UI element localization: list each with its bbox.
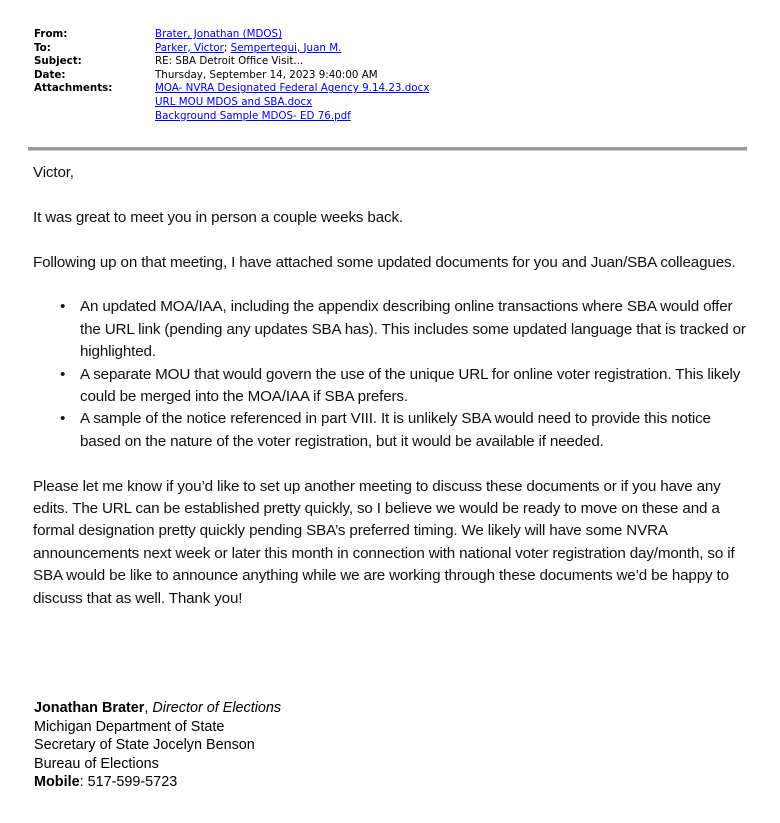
signature-mobile-line (34, 773, 281, 792)
recipient-link-sempertegui[interactable]: Sempertegui, Juan M. (230, 41, 342, 54)
header-divider (28, 147, 747, 151)
from-sender-link[interactable]: Brater, Jonathan (MDOS) (155, 28, 283, 40)
list-item-text: An updated MOA/IAA, including the appendix describing online transactions where SBA would offer the URL link (pending any updates SBA has). This includes some updated language that is tracked or highlighted. (80, 298, 746, 361)
from-row (34, 28, 429, 42)
signature-org: Michigan Department of State (34, 718, 225, 735)
signature-name-separator: , (144, 700, 153, 716)
body-paragraph-2: Following up on that meeting, I have attached some updated documents for you and Juan/SBA colleagues. (33, 253, 736, 271)
list-item (60, 364, 753, 409)
list-item-text: A separate MOU that would govern the use of the unique URL for online voter registration. This likely could be merged into the MOA/IAA if SBA prefers. (80, 365, 741, 406)
recipient-link-parker[interactable]: Parker, Victor (155, 41, 224, 54)
to-label: To: (34, 41, 51, 54)
signature-name: Jonathan Brater (34, 700, 145, 716)
subject-row (34, 55, 429, 69)
recipient-separator: ; (223, 41, 231, 54)
attachment-link-moa[interactable]: MOA- NVRA Designated Federal Agency 9.14.23.docx (155, 82, 430, 95)
list-item (60, 296, 753, 363)
to-row (34, 42, 429, 56)
date-label: Date: (34, 68, 66, 81)
to-recipients (155, 42, 341, 56)
attachments-row (34, 82, 429, 123)
date-row (34, 69, 429, 83)
body-paragraph-3: Please let me know if you’d like to set up another meeting to discuss these documents or if you have any edits. The URL can be established pretty quickly, so I believe we would be ready to move on these and a formal designation pretty quickly pending SBA’s preferred timing. We likely will have some NVRA announcements next week or later this month in connection with national voter registration day/month, so if SBA would be like to announce anything while we are working through these documents we’d be happy to discuss that as well. Thank you! (33, 477, 735, 607)
email-body (33, 162, 753, 632)
attachment-description-list (33, 296, 753, 453)
from-label: From: (34, 28, 68, 40)
bullet-icon: • (60, 365, 66, 383)
email-header (34, 28, 429, 123)
signature-title: Director of Elections (152, 700, 282, 716)
subject-label: Subject: (34, 55, 82, 68)
signature-bureau: Bureau of Elections (34, 755, 159, 772)
attachment-link-background-sample[interactable]: Background Sample MDOS- ED 76.pdf (155, 109, 351, 122)
greeting: Victor, (33, 164, 74, 181)
signature-name-line (34, 699, 281, 718)
attachments-label: Attachments: (34, 82, 113, 95)
body-paragraph-1: It was great to meet you in person a couple weeks back. (33, 208, 403, 226)
email-signature (34, 699, 281, 792)
subject-value: RE: SBA Detroit Office Visit... (155, 55, 304, 68)
signature-mobile-label: Mobile (34, 774, 80, 791)
attachments-list (155, 82, 429, 123)
list-item (60, 408, 753, 453)
bullet-icon: • (60, 298, 66, 316)
date-value: Thursday, September 14, 2023 9:40:00 AM (155, 68, 378, 81)
attachment-link-url-mou[interactable]: URL MOU MDOS and SBA.docx (155, 95, 313, 108)
signature-office: Secretary of State Jocelyn Benson (34, 737, 255, 754)
signature-mobile-separator: : (79, 774, 88, 791)
signature-mobile-number: 517-599-5723 (87, 774, 178, 791)
bullet-icon: • (60, 410, 66, 428)
list-item-text: A sample of the notice referenced in part VIII. It is unlikely SBA would need to provide this notice based on the nature of the voter registration, but it would be available if needed. (80, 410, 711, 450)
